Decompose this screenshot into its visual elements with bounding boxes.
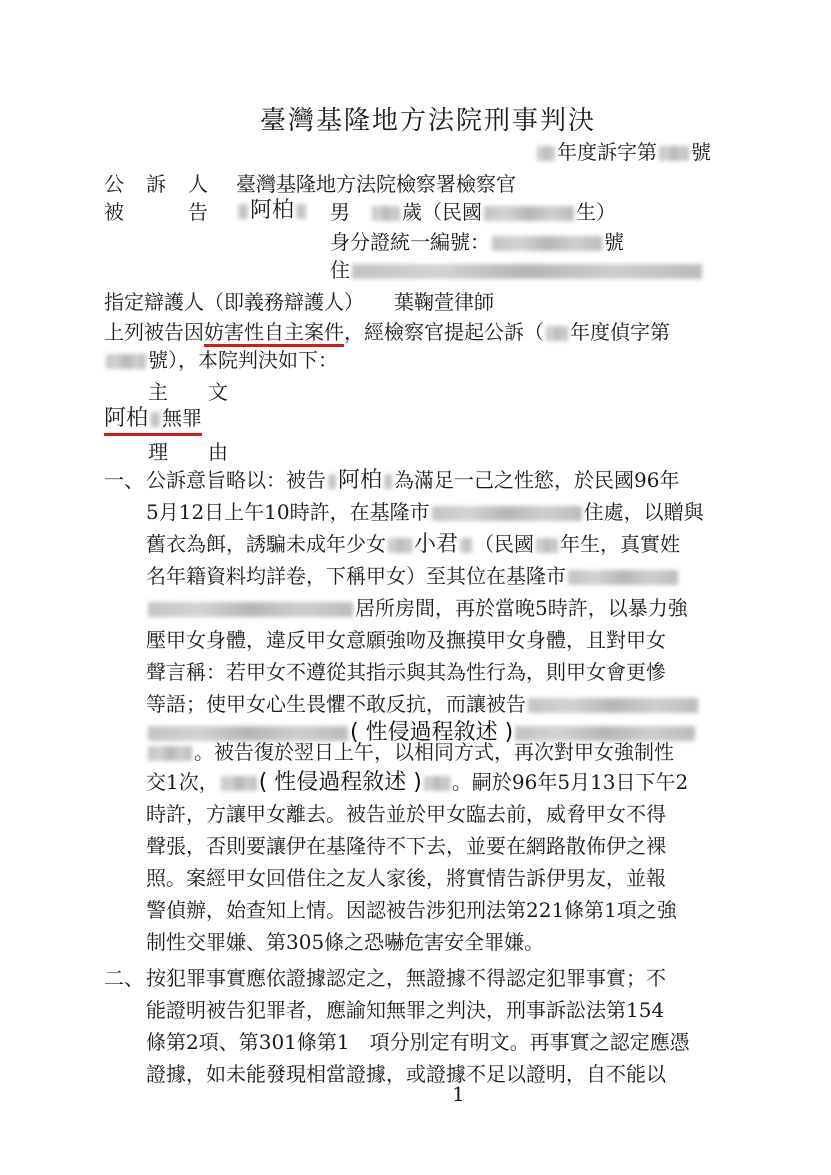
- reason-heading: 理 由: [148, 440, 228, 464]
- redacted-age: [372, 206, 400, 221]
- redacted-address: [352, 264, 702, 279]
- intro-line-1: 上列被告因妨害性自主案件，經檢察官提起公訴（ 年度偵字第: [104, 320, 670, 344]
- defendant-details: 男 歲（民國 生）: [330, 200, 616, 224]
- s1-defendant-name: 阿柏: [338, 468, 383, 493]
- s1-line-11: 交1次， ( 性侵過程敘述 ) 。嗣於96年5月13日下午2: [146, 770, 689, 795]
- verdict-text: 無罪: [162, 406, 203, 430]
- victim-name: 小君: [414, 532, 459, 557]
- main-heading: 主 文: [148, 380, 228, 404]
- s1-line-1: 公訴意旨略以：被告 阿柏 為滿足一己之性慾，於民國96年: [146, 468, 680, 493]
- prosecutor-value: 臺灣基隆地方法院檢察署檢察官: [236, 172, 516, 196]
- s1-line-5: 居所房間，再於當晚5時許，以暴力強: [146, 596, 688, 620]
- defendant-name: 阿柏: [250, 198, 295, 223]
- s1-line-12: 時許，方讓甲女離去。被告並於甲女臨去前，威脅甲女不得: [146, 802, 666, 826]
- defense-line: 指定辯護人（即義務辯護人） 葉鞠萱律師: [104, 290, 494, 314]
- document-title: 臺灣基隆地方法院刑事判決: [260, 106, 597, 136]
- redacted-investigation-no: [106, 354, 146, 369]
- s1-line-14: 照。案經甲女回借住之友人家後，將實情告訴伊男友，並報: [146, 866, 666, 890]
- s1-line-6: 壓甲女身體，違反甲女意願強吻及撫摸甲女身體，且對甲女: [146, 628, 666, 652]
- s1-line-15: 警偵辦，始查知上情。因認被告涉犯刑法第221條第1項之強: [146, 898, 677, 922]
- section-2-marker: 二、: [104, 966, 144, 990]
- s2-line-4: 證據，如未能發現相當證據，或證據不足以證明，自不能以: [146, 1062, 666, 1086]
- narrative-redaction-2: ( 性侵過程敘述 ): [258, 770, 422, 795]
- verdict-name: 阿柏: [104, 406, 149, 431]
- verdict-line: [104, 406, 202, 436]
- s1-line-2: 5月12日上午10時許，在基隆市 住處，以贈與: [146, 500, 704, 524]
- s1-line-10: 。被告復於翌日上午，以相同方式，再次對甲女強制性: [146, 740, 674, 764]
- s2-line-2: 能證明被告犯罪者，應諭知無罪之判決，刑事訴訟法第154: [146, 998, 665, 1022]
- s1-line-4: 名年籍資料均詳卷，下稱甲女）至其位在基隆市: [146, 564, 680, 588]
- redacted-year: [537, 146, 555, 161]
- address-line: 住: [330, 258, 704, 282]
- page-number: 1: [452, 1082, 465, 1106]
- case-number: 年度訴字第 號: [535, 140, 711, 164]
- id-number-line: 身分證統一編號： 號: [330, 230, 624, 254]
- narrative-redaction-1: ( 性侵過程敘述 ): [350, 720, 514, 745]
- charge-highlight: 妨害性自主案件: [204, 320, 344, 347]
- s1-line-7: 聲言稱：若甲女不遵從其指示與其為性行為，則甲女會更慘: [146, 660, 666, 684]
- redacted-id: [492, 236, 602, 251]
- s1-line-8: 等語；使甲女心生畏懼不敢反抗，而讓被告: [146, 692, 700, 716]
- s1-line-3: 舊衣為餌，誘騙未成年少女 小君 （民國 年生，真實姓: [146, 532, 681, 557]
- defendant-info: [236, 198, 308, 223]
- s2-line-1: 按犯罪事實應依證據認定之，無證據不得認定犯罪事實；不: [146, 966, 666, 990]
- prosecutor-label: 公 訴 人: [104, 172, 209, 196]
- section-1-marker: 一、: [104, 468, 144, 492]
- redacted-birthdate: [484, 206, 574, 221]
- s1-line-16: 制性交罪嫌、第305條之恐嚇危害安全罪嫌。: [146, 930, 545, 954]
- s1-line-13: 聲張，否則要讓伊在基隆待不下去，並要在網路散佈伊之裸: [146, 834, 666, 858]
- intro-line-2: 號），本院判決如下：: [104, 348, 338, 372]
- s2-line-3: 條第2項、第301條第1 項分別定有明文。再事實之認定應憑: [146, 1030, 690, 1054]
- redacted-case-no: [659, 146, 689, 161]
- defendant-label: 被 告: [104, 200, 209, 224]
